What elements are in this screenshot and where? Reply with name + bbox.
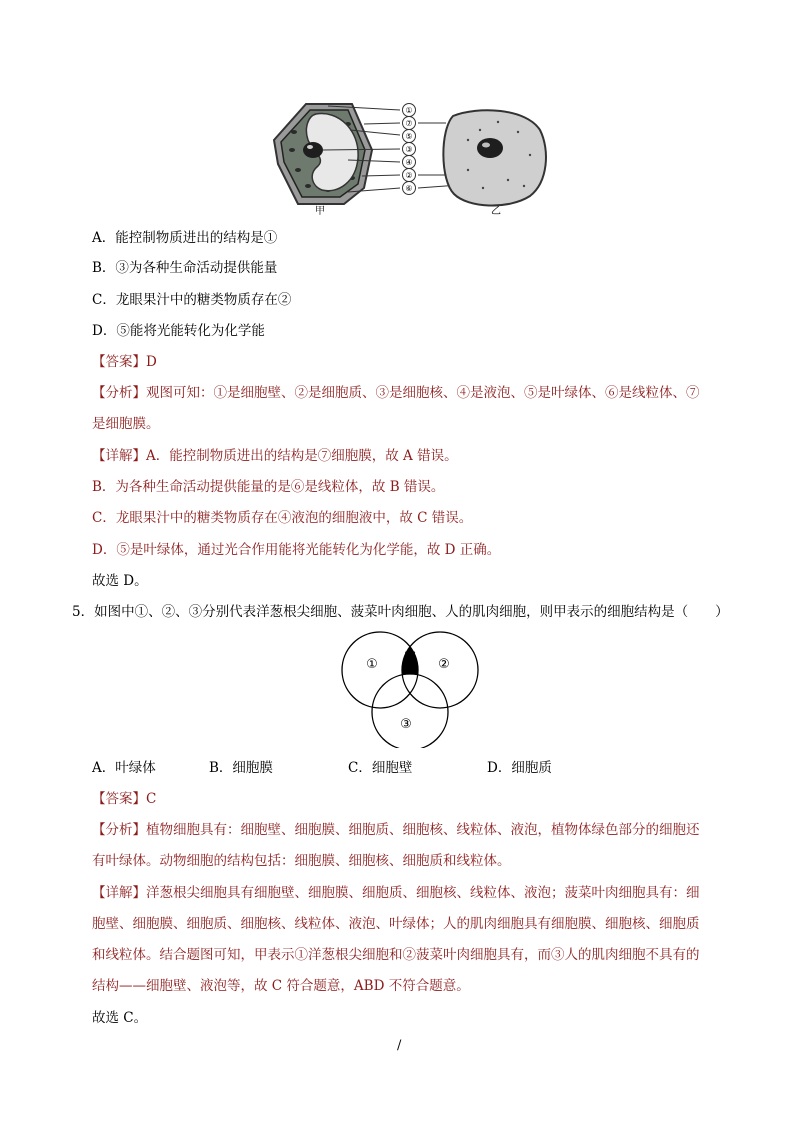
- q4-answer: [92, 352, 157, 372]
- page-footer-mark: /: [397, 1038, 402, 1053]
- q5-detail-line-2: 胞壁、细胞膜、细胞质、细胞核、线粒体、液泡、叶绿体；人的肌肉细胞具有细胞膜、细胞核、细胞质: [92, 916, 700, 932]
- venn-label-3: ③: [400, 717, 412, 732]
- q4-detail-line-2: B．为各种生命活动提供能量的是⑥是线粒体，故 B 错误。: [92, 479, 445, 495]
- q4-choose: 故选 D。: [92, 573, 148, 589]
- label-6: ⑥: [405, 184, 413, 193]
- venn-label-2: ②: [438, 657, 450, 672]
- q4-detail-line-1: [92, 446, 458, 466]
- answer-value: D: [146, 354, 157, 370]
- q5-analysis-line-2: 有叶绿体。动物细胞的结构包括：细胞膜、细胞核、细胞质和线粒体。: [92, 853, 511, 869]
- analysis-text: 植物细胞具有：细胞壁、细胞膜、细胞质、细胞核、线粒体、液泡，植物体绿色部分的细胞还: [146, 822, 700, 838]
- detail-text: 洋葱根尖细胞具有细胞壁、细胞膜、细胞质、细胞核、线粒体、液泡；菠菜叶肉细胞具有：细: [146, 885, 700, 901]
- label-5: ⑤: [405, 132, 413, 141]
- cell-diagram: [268, 100, 548, 218]
- q4-analysis-line-2: 是细胞膜。: [92, 416, 160, 432]
- q4-option-a: A．能控制物质进出的结构是①: [92, 230, 278, 246]
- venn-diagram: [338, 630, 488, 748]
- q5-detail-line-3: 和线粒体。结合题图可知，甲表示①洋葱根尖细胞和②菠菜叶肉细胞具有，而③人的肌肉细胞不具有的: [92, 947, 700, 963]
- q4-option-c: C．龙眼果汁中的糖类物质存在②: [92, 292, 292, 308]
- label-2: ②: [405, 171, 413, 180]
- label-4: ④: [405, 158, 413, 167]
- q5-answer: [92, 789, 156, 809]
- label-7: ⑦: [405, 119, 413, 128]
- q5-detail-line-4: 结构——细胞壁、液泡等，故 C 符合题意，ABD 不符合题意。: [92, 978, 470, 994]
- detail-text: A．能控制物质进出的结构是⑦细胞膜，故 A 错误。: [146, 448, 458, 464]
- answer-tag: 【答案】: [92, 354, 146, 370]
- q4-analysis-line-1: [92, 383, 700, 403]
- q5-analysis-line-1: [92, 820, 700, 840]
- q4-detail-line-3: C．龙眼果汁中的糖类物质存在④液泡的细胞液中，故 C 错误。: [92, 510, 473, 526]
- q5-stem: 5．如图中①、②、③分别代表洋葱根尖细胞、菠菜叶肉细胞、人的肌肉细胞，则甲表示的细胞结构是（ ）: [72, 604, 729, 620]
- q5-choose: 故选 C。: [92, 1010, 148, 1026]
- q5-option-a: A．叶绿体: [92, 760, 156, 776]
- q5-detail-line-1: [92, 883, 700, 903]
- q5-option-b: B．细胞膜: [209, 760, 273, 776]
- venn-label-center: 甲: [403, 651, 417, 666]
- label-3: ③: [405, 145, 413, 154]
- q4-detail-line-4: D．⑤是叶绿体，通过光合作用能将光能转化为化学能，故 D 正确。: [92, 542, 501, 558]
- q4-option-b: B．③为各种生命活动提供能量: [92, 260, 278, 276]
- label-1: ①: [405, 106, 413, 115]
- analysis-tag: 【分析】: [92, 822, 146, 838]
- detail-tag: 【详解】: [92, 885, 146, 901]
- q4-option-d: D．⑤能将光能转化为化学能: [92, 323, 265, 339]
- detail-tag: 【详解】: [92, 448, 146, 464]
- answer-tag: 【答案】: [92, 791, 146, 807]
- q5-option-c: C．细胞壁: [348, 760, 413, 776]
- analysis-tag: 【分析】: [92, 385, 146, 401]
- caption-plant: 甲: [315, 206, 325, 217]
- answer-value: C: [146, 791, 157, 807]
- q5-option-d: D．细胞质: [487, 760, 552, 776]
- venn-label-1: ①: [366, 657, 378, 672]
- caption-animal: 乙: [491, 206, 501, 217]
- analysis-text: 观图可知：①是细胞壁、②是细胞质、③是细胞核、④是液泡、⑤是叶绿体、⑥是线粒体、⑦: [146, 385, 700, 401]
